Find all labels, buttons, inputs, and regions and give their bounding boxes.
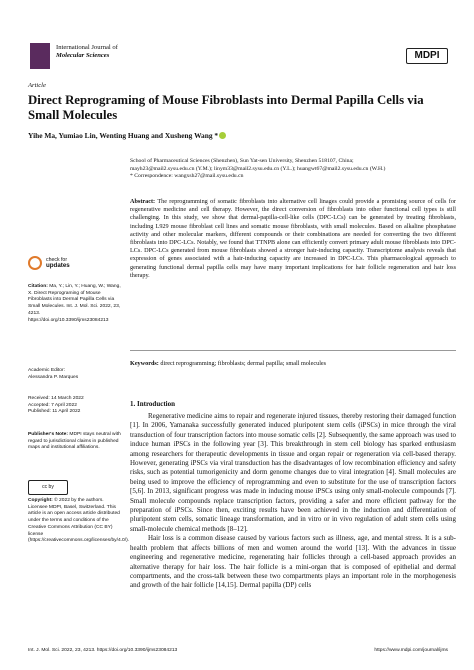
body-text xyxy=(130,412,456,591)
abstract-text: The reprogramming of somatic fibroblasts into alternative cell linages could provide a promising source of cells for regenerative medicine and cell therapy. However, the direct conversion of fibroblasts into other functional cell types is still challenging. In this study, we show that dermal-papilla-cell-like cells (DPC-LCs) can be generated by treating fibroblasts, including L929 mouse fibroblast cell lines and somatic mouse fibroblasts, with small molecules. Based on alkaline phosphatase activity and other molecular markers, different compounds or their combinations are needed for converting the two different fibroblasts into DPC-LCs. Notably, we found that TTNPB alone can efficiently convert primary adult mouse fibroblasts into DPC-LCs. DPC-LCs generated from mouse fibroblasts showed a stronger hair-inducing capacity. Transcriptome analysis reveals that expression of genes associated with a hair-inducing capacity are increased in DPC-LCs. This pharmacological approach to generating functional dermal papilla cells may have many important implications for hair follicle regeneration and hair loss therapy. xyxy=(130,198,456,279)
publisher-note-label: Publisher's Note: xyxy=(28,432,69,437)
footer-journal-url[interactable]: https://www.mdpi.com/journal/ijms xyxy=(374,648,448,653)
orcid-icon[interactable] xyxy=(219,132,226,139)
body-paragraph-1: Regenerative medicine aims to repair and regenerate injured tissues, thereby restoring their damaged function [1]. In 2006, Yamanaka successfully generated induced pluripotent stem cells (iPSCs) in mice through the viral transduction of four transcription factors into mouse somatic cells [2]. Subsequently, the same approach was used to induce human iPSCs in the following year [3]. This breakthrough in stem cell biology has sparked enthusiasm among researchers for therapeutic developments in tissue and organ repair or regeneration via cell-based therapy. However, generating iPSCs via viral transduction has the disadvantages of low recombination efficiency and safety risks, such as potential tumorigenicity and dorm genome changes due to viral integration [4]. Small molecules are being used to improve the efficiency of reprogramming and even to substitute for the use of transcription factors [5,6]. In 2013, significant progress was made in inducing mouse iPSCs using only small-molecule compounds [7]. Small molecule compounds replace transcription factors, providing a safer and more efficient pathway for the preparation of iPSCs. Since then, exciting results have been achieved in the induction and differentiation of pluripotent stem cells, somatic lineage transformation, and in vitro or in vivo regulation of adult stem cells using small-molecule chemical methods [8–12]. xyxy=(130,412,456,533)
check-for-updates-icon[interactable] xyxy=(28,256,42,270)
received-date: Received: 14 March 2022 xyxy=(28,396,84,401)
citation xyxy=(28,284,122,324)
publisher-note xyxy=(28,432,122,452)
keywords xyxy=(130,360,456,368)
abstract-label: Abstract: xyxy=(130,198,156,205)
abstract xyxy=(130,198,456,280)
affiliation-correspondence: * Correspondence: wangxsh27@mail.sysu.edu.cn xyxy=(130,173,244,179)
copyright-label: Copyright: xyxy=(28,498,53,503)
citation-text: Ma, Y.; Lin, Y.; Huang, W.; Wang, X. Direct Reprograming of Mouse Fibroblasts into Dermal Papilla Cells via Small Molecules. Int. J. Mol. Sci. 2022, 23, 4213. https://doi.org/10.3390/ijms23084213 xyxy=(28,284,121,323)
journal-name-line1: International Journal of xyxy=(56,44,118,51)
check-for-updates-line2: updates xyxy=(46,262,70,270)
affiliation-block xyxy=(130,158,460,181)
publisher-note-text: MDPI stays neutral with regard to jurisdictional claims in published maps and institutional affiliations. xyxy=(28,432,121,451)
page-footer xyxy=(28,648,448,653)
academic-editor-name: Alessandra P. Marques xyxy=(28,374,79,380)
journal-name xyxy=(56,44,118,60)
affiliation-line2: mayh23@mail2.sysu.edu.cn (Y.M.); linym33@mail2.sysu.edu.cn (Y.L.); huangwt67@mail2.sysu.edu.cn (W.H.) xyxy=(130,165,386,172)
footer-citation: Int. J. Mol. Sci. 2022, 23, 4213. https://doi.org/10.3390/ijms23084213 xyxy=(28,648,178,653)
journal-name-line2: Molecular Sciences xyxy=(56,52,110,59)
copyright-text: © 2022 by the authors. Licensee MDPI, Basel, Switzerland. This article is an open access article distributed under the terms and conditions of the Creative Commons Attribution (CC BY) license (https://creativecommons.org/licenses/by/4.0/). xyxy=(28,498,130,544)
affiliation-line1: School of Pharmaceutical Sciences (Shenzhen), Sun Yat-sen University, Shenzhen 518107, China; xyxy=(130,158,354,164)
check-for-updates-text[interactable] xyxy=(46,257,70,269)
journal-logo xyxy=(30,43,50,69)
publisher-logo: MDPI xyxy=(406,48,448,64)
cc-by-badge[interactable]: cc by xyxy=(28,480,68,495)
body-paragraph-2: Hair loss is a common disease caused by various factors such as illness, age, and mental stress. It is a sub-health problem that affects billions of men and women around the world [13]. With the advances in tissue engineering and regenerative medicine, regenerating hair follicles through a cell-based approach provides an alternative therapy for hair loss. The hair follicle is a mini-organ that is composed of epithelial and dermal compartments, and the cross-talk between these two compartments plays an important role in the morphogenesis and growth of the hair follicle [14,15]. Dermal papilla (DP) cells xyxy=(130,534,456,590)
keywords-text: direct reprogramming; fibroblasts; dermal papilla; small molecules xyxy=(160,360,327,367)
copyright xyxy=(28,498,130,545)
accepted-date: Accepted: 7 April 2022 xyxy=(28,402,77,408)
keywords-divider xyxy=(130,350,456,351)
author-names: Yihe Ma, Yumiao Lin, Wenting Huang and Xusheng Wang * xyxy=(28,131,219,140)
check-for-updates-line1: check for xyxy=(46,257,68,263)
keywords-label: Keywords: xyxy=(130,360,159,367)
publication-dates xyxy=(28,396,122,416)
article-title: Direct Reprograming of Mouse Fibroblasts into Dermal Papilla Cells via Small Molecules xyxy=(28,93,424,122)
author-list xyxy=(28,131,226,140)
published-date: Published: 11 April 2022 xyxy=(28,409,81,415)
academic-editor xyxy=(28,368,122,381)
citation-label: Citation: xyxy=(28,284,48,289)
section-heading: 1. Introduction xyxy=(130,400,175,408)
article-type: Article xyxy=(28,82,46,89)
academic-editor-label: Academic Editor: xyxy=(28,368,65,373)
